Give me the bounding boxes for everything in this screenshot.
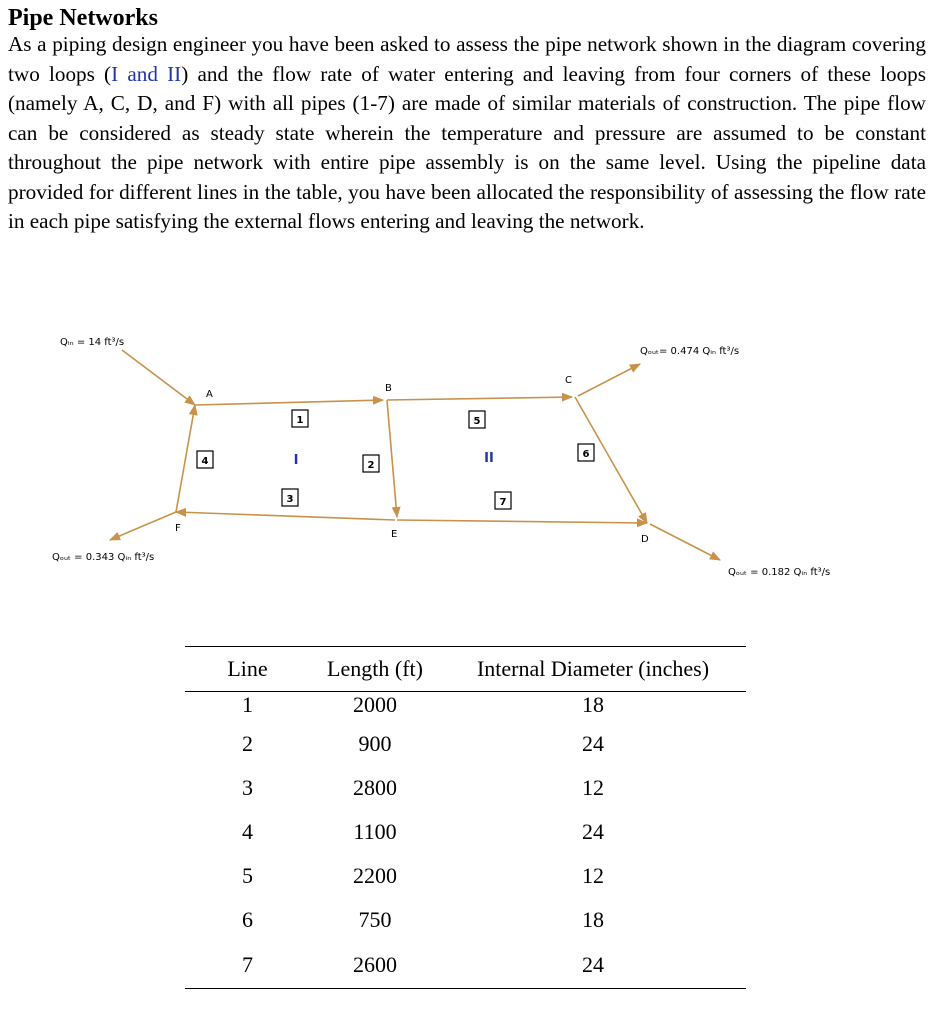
node-label-A: A bbox=[206, 389, 213, 400]
cell-diameter: 12 bbox=[582, 863, 604, 888]
pipe-network-diagram bbox=[0, 320, 932, 590]
table-row bbox=[185, 766, 746, 810]
cell-diameter: 24 bbox=[582, 819, 604, 844]
table-row bbox=[185, 810, 746, 854]
pipe-label-2: 2 bbox=[367, 460, 375, 471]
cell-length: 750 bbox=[358, 907, 392, 932]
inflow-label-A: Qᵢₙ = 14 ft³/s bbox=[60, 337, 125, 348]
statement-text-end: ) and the flow rate of water entering and leaving from four corners of these loops (namely A, C, D, and F) with all pipes (1-7) are made of similar materials of construction. The pipe flow can be considered as steady state wherein the temperature and pressure are assumed to be constant throughout the pipe network with entire pipe assembly is on the same level. Using the pipeline data provided for different lines in the table, you have been allocated the responsibility of assessing the flow rate in each pipe satisfying the external flows entering and leaving the network. bbox=[8, 61, 927, 233]
table-row bbox=[185, 692, 746, 723]
pipe-1 bbox=[195, 400, 383, 405]
outflow-label-F: Qₒᵤₜ = 0.343 Qᵢₙ ft³/s bbox=[52, 552, 155, 563]
table-row bbox=[185, 722, 746, 766]
table-row bbox=[185, 854, 746, 898]
cell-line: 6 bbox=[242, 907, 253, 932]
pipe-label-7: 7 bbox=[499, 497, 507, 508]
node-label-E: E bbox=[391, 529, 398, 540]
cell-diameter: 18 bbox=[582, 692, 604, 717]
cell-length: 900 bbox=[358, 731, 392, 756]
pipe-5 bbox=[387, 397, 572, 400]
cell-length: 2800 bbox=[353, 775, 397, 800]
loop-label-I: I bbox=[293, 453, 299, 468]
problem-statement bbox=[8, 30, 926, 237]
outflow-arrow-C bbox=[578, 364, 640, 396]
loop-names-highlight: I and II bbox=[111, 61, 182, 86]
node-label-F: F bbox=[175, 523, 181, 534]
outflow-label-D: Qₒᵤₜ = 0.182 Qᵢₙ ft³/s bbox=[728, 567, 831, 578]
outflow-arrow-F bbox=[110, 512, 176, 540]
cell-length: 2200 bbox=[353, 863, 397, 888]
loop-label-II: II bbox=[484, 451, 494, 466]
cell-line: 5 bbox=[242, 863, 253, 888]
cell-diameter: 18 bbox=[582, 907, 604, 932]
cell-length: 2000 bbox=[353, 692, 397, 717]
pipe-2 bbox=[387, 400, 397, 517]
header-line: Line bbox=[185, 647, 310, 692]
pipe-7 bbox=[397, 520, 647, 523]
pipeline-data-table bbox=[185, 646, 746, 989]
cell-line: 1 bbox=[242, 692, 253, 717]
table-row bbox=[185, 942, 746, 989]
node-label-B: B bbox=[385, 383, 392, 394]
inflow-arrow-A bbox=[122, 350, 195, 405]
cell-line: 4 bbox=[242, 819, 253, 844]
pipe-label-4: 4 bbox=[201, 456, 209, 467]
table-row bbox=[185, 898, 746, 942]
cell-length: 2600 bbox=[310, 942, 440, 989]
pipe-label-5: 5 bbox=[473, 416, 481, 427]
cell-line: 2 bbox=[242, 731, 253, 756]
header-length: Length (ft) bbox=[310, 647, 440, 692]
cell-diameter: 24 bbox=[440, 942, 746, 989]
cell-length: 1100 bbox=[353, 819, 397, 844]
pipe-3 bbox=[176, 512, 395, 520]
outflow-label-C: Qₒᵤₜ= 0.474 Qᵢₙ ft³/s bbox=[640, 346, 740, 357]
pipe-label-6: 6 bbox=[582, 449, 590, 460]
cell-line: 7 bbox=[185, 942, 310, 989]
pipe-label-3: 3 bbox=[286, 494, 294, 505]
cell-line: 3 bbox=[242, 775, 253, 800]
page-title: Pipe Networks bbox=[8, 5, 158, 31]
outflow-arrow-D bbox=[650, 524, 720, 560]
node-label-C: C bbox=[565, 375, 572, 386]
pipe-4 bbox=[176, 405, 195, 512]
node-label-D: D bbox=[641, 534, 649, 545]
header-diameter: Internal Diameter (inches) bbox=[440, 647, 746, 692]
table-header-row bbox=[185, 647, 746, 692]
statement-text-start: As a piping design engineer you have been asked to assess the pipe network shown in the diagram covering two loops ( bbox=[8, 32, 926, 86]
cell-diameter: 12 bbox=[582, 775, 604, 800]
cell-diameter: 24 bbox=[582, 731, 604, 756]
pipe-label-1: 1 bbox=[296, 415, 304, 426]
